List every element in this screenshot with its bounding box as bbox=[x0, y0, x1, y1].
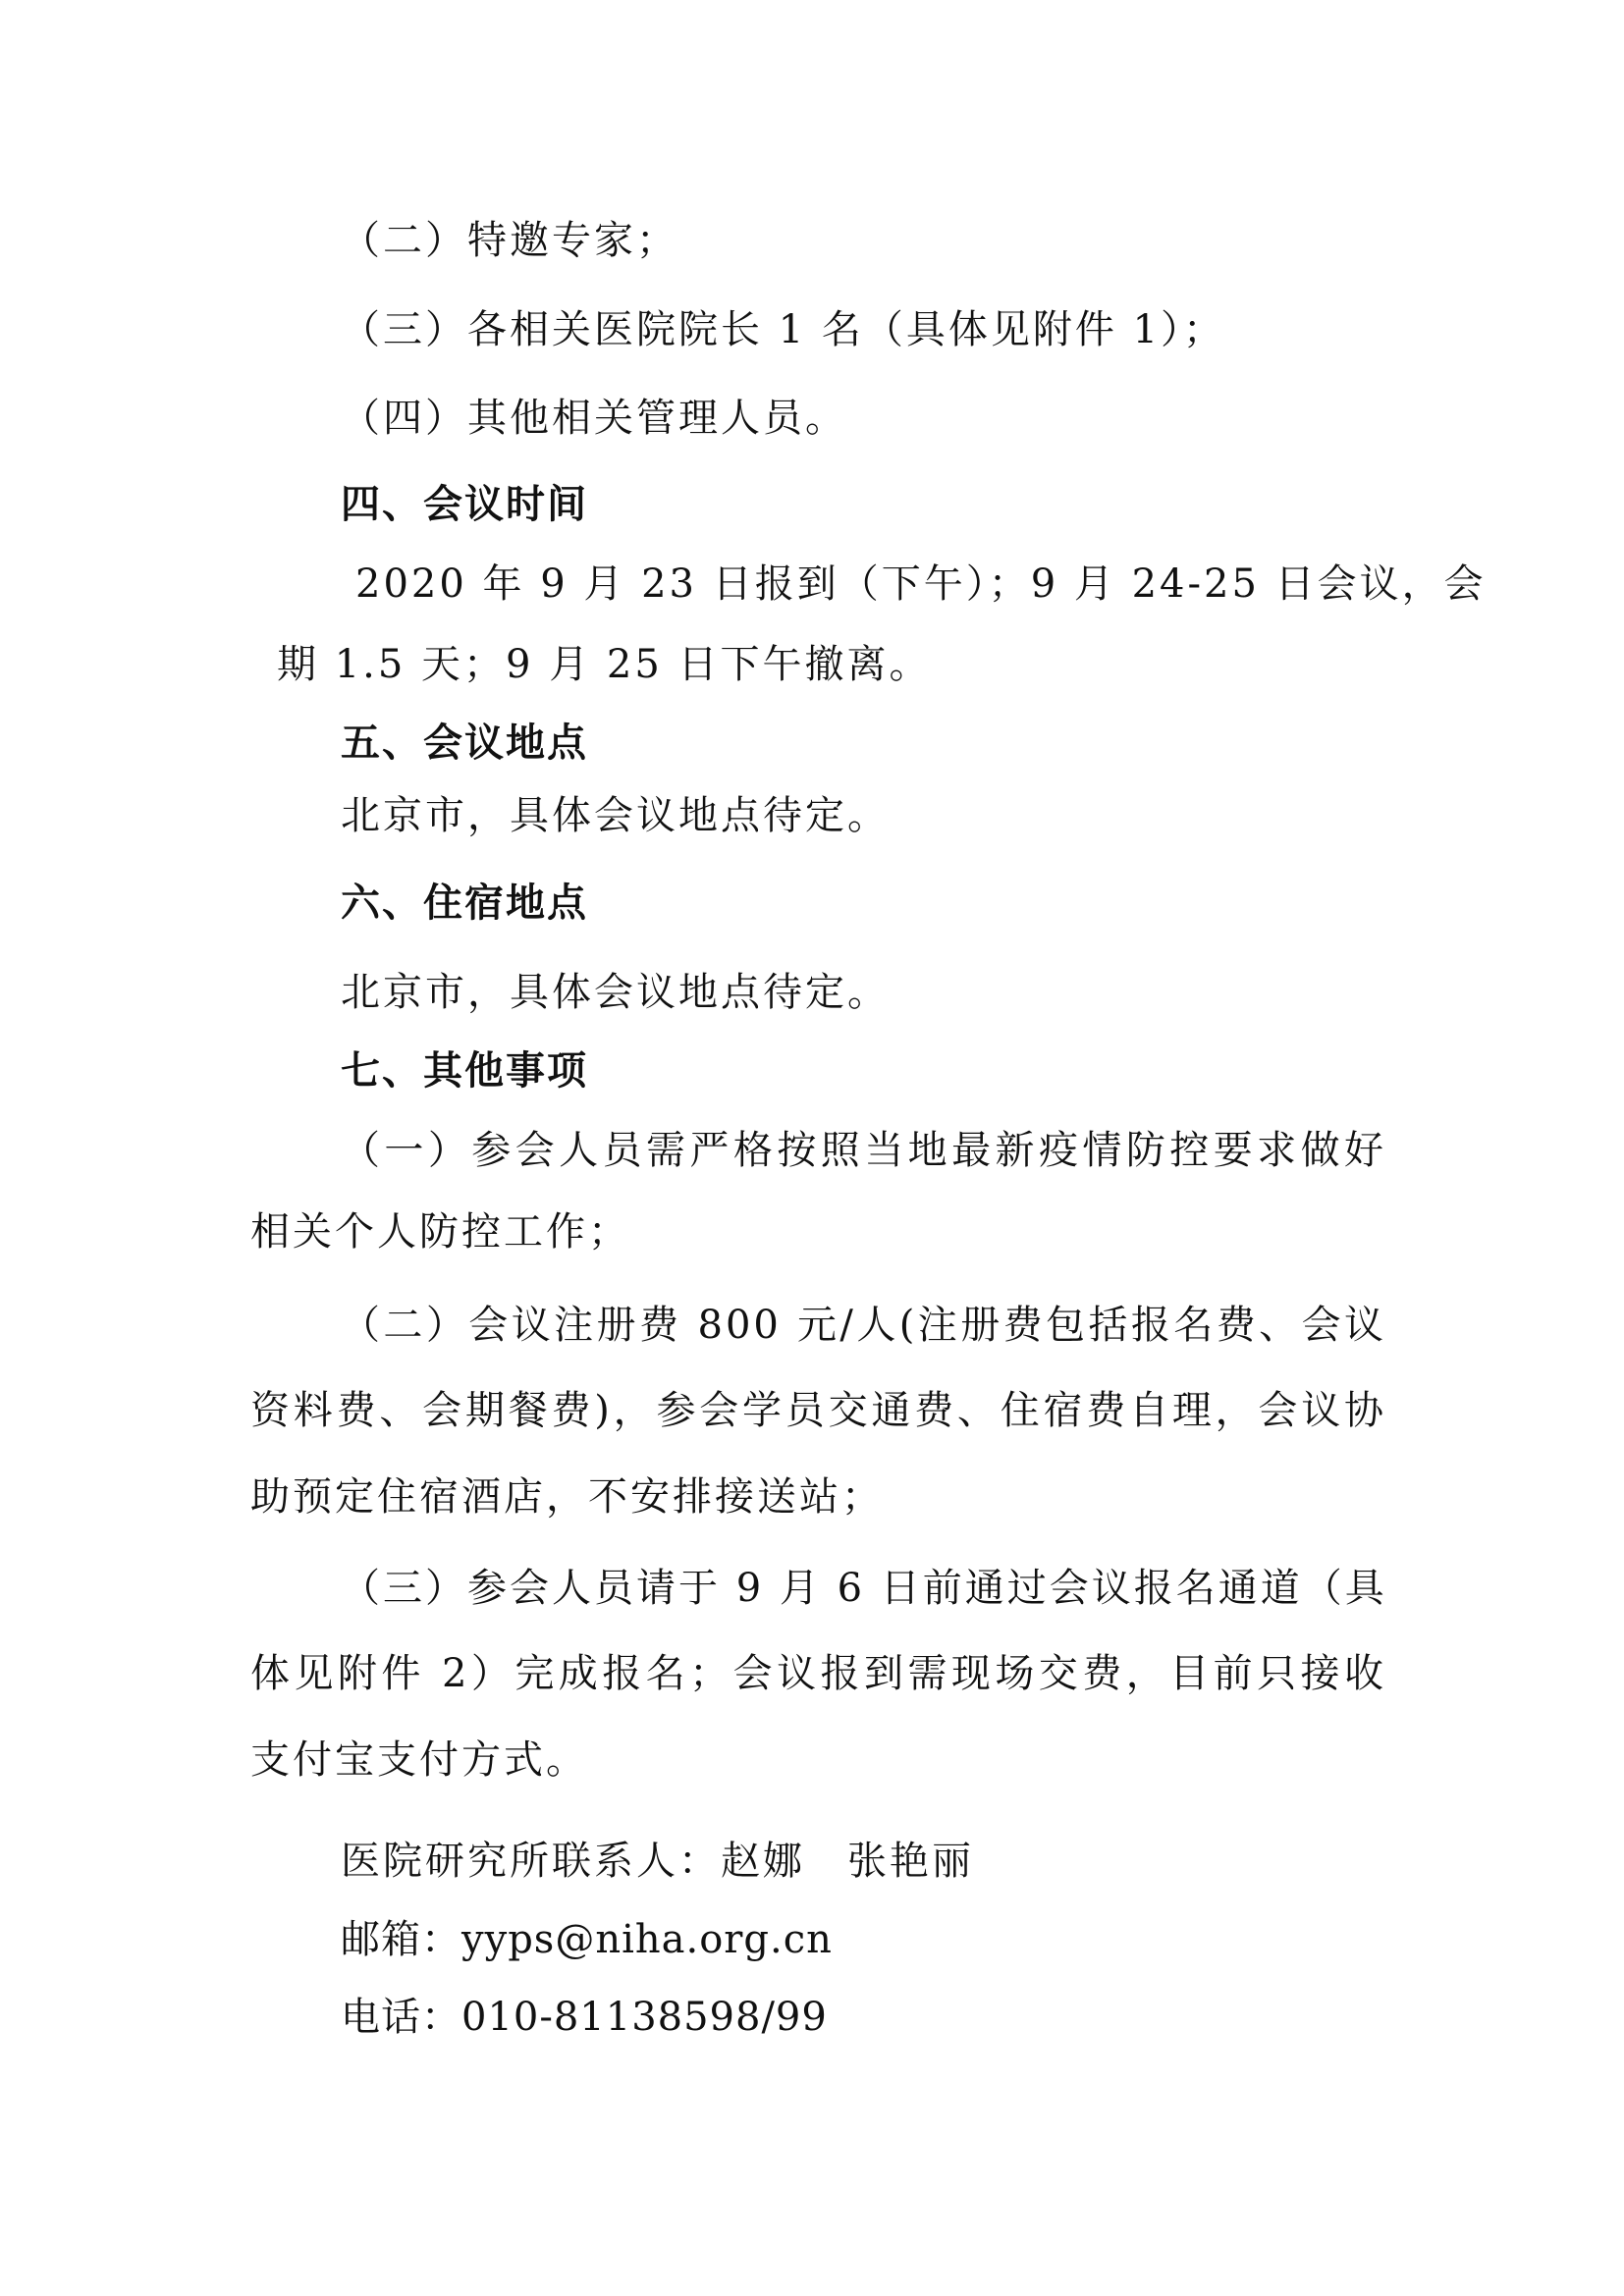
meeting-time-line-2: 期 1.5 天；9 月 25 日下午撤离。 bbox=[277, 642, 932, 687]
section-heading-other-matters: 七、其他事项 bbox=[341, 1048, 588, 1094]
other-item-3-line-1: （三）参会人员请于 9 月 6 日前通过会议报名通道（具 bbox=[341, 1566, 1387, 1611]
section-heading-accommodation: 六、住宿地点 bbox=[341, 881, 588, 926]
other-item-2-line-2: 资料费、会期餐费)，参会学员交通费、住宿费自理，会议协 bbox=[250, 1388, 1386, 1433]
other-item-2-line-1: （二）会议注册费 800 元/人(注册费包括报名费、会议 bbox=[341, 1303, 1386, 1348]
meeting-time-line-1: 2020 年 9 月 23 日报到（下午）；9 月 24-25 日会议，会 bbox=[355, 561, 1487, 607]
meeting-location-text: 北京市，具体会议地点待定。 bbox=[341, 793, 890, 838]
participant-item-4: （四）其他相关管理人员。 bbox=[341, 396, 847, 441]
contact-email: 邮箱：yyps@niha.org.cn bbox=[341, 1917, 833, 1962]
other-item-1-line-1: （一）参会人员需严格按照当地最新疫情防控要求做好 bbox=[341, 1128, 1386, 1173]
contact-phone: 电话：010-81138598/99 bbox=[341, 1995, 828, 2040]
other-item-2-line-3: 助预定住宿酒店，不安排接送站； bbox=[250, 1474, 884, 1520]
contact-person: 医院研究所联系人：赵娜 张艳丽 bbox=[341, 1839, 974, 1884]
other-item-3-line-3: 支付宝支付方式。 bbox=[250, 1737, 588, 1783]
accommodation-text: 北京市，具体会议地点待定。 bbox=[341, 970, 890, 1015]
section-heading-meeting-location: 五、会议地点 bbox=[341, 721, 588, 766]
participant-item-3: （三）各相关医院院长 1 名（具体见附件 1）； bbox=[341, 307, 1226, 352]
section-heading-meeting-time: 四、会议时间 bbox=[341, 482, 588, 527]
other-item-1-line-2: 相关个人防控工作； bbox=[250, 1209, 630, 1255]
other-item-3-line-2: 体见附件 2）完成报名；会议报到需现场交费，目前只接收 bbox=[250, 1651, 1386, 1696]
participant-item-2: （二）特邀专家； bbox=[341, 218, 678, 263]
